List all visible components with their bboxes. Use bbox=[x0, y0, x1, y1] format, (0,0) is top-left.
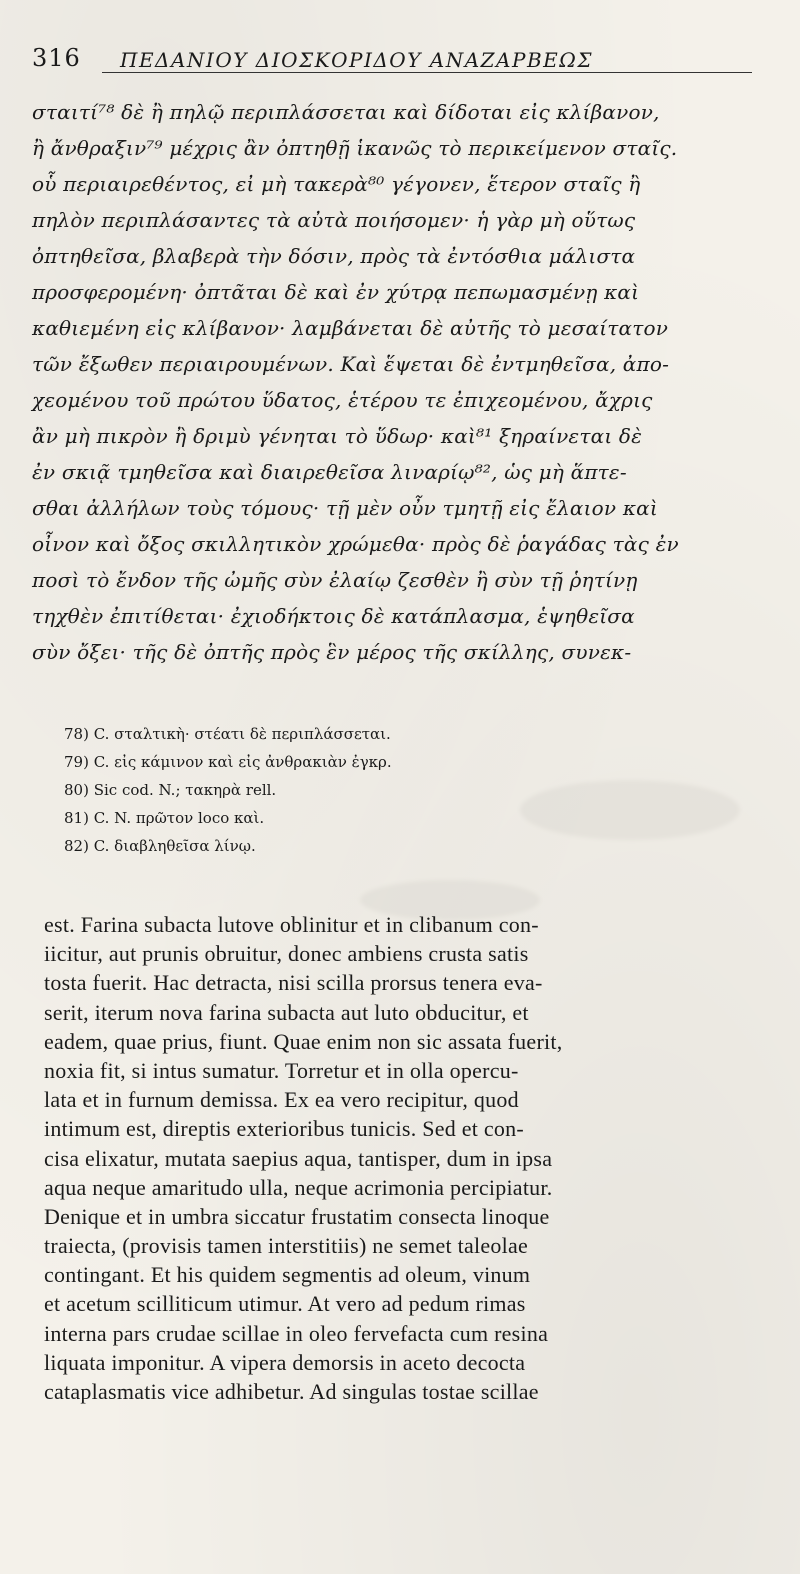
latin-line: contingant. Et his quidem segmentis ad oleum, vinum bbox=[44, 1262, 531, 1288]
latin-line: cisa elixatur, mutata saepius aqua, tantisper, dum in ipsa bbox=[44, 1145, 553, 1171]
footnote: 81) C. N. πρῶτον loco καὶ. bbox=[64, 809, 265, 827]
greek-line: ποσὶ τὸ ἔνδον τῆς ὠμῆς σὺν ἐλαίῳ ζεσθὲν ἢ σὺν τῇ ῥητίνῃ bbox=[32, 568, 638, 592]
latin-line: lata et in furnum demissa. Ex ea vero recipitur, quod bbox=[44, 1087, 519, 1113]
greek-line: ἂν μὴ πικρὸν ἢ δριμὺ γένηται τὸ ὕδωρ· καὶ⁸¹ ξηραίνεται δὲ bbox=[32, 424, 643, 448]
greek-line: ἢ ἄνθραξιν⁷⁹ μέχρις ἂν ὀπτηθῇ ἱκανῶς τὸ περικείμενον σταῖς. bbox=[32, 136, 678, 160]
latin-line: traiecta, (provisis tamen interstitiis) ne semet taleolae bbox=[44, 1233, 529, 1259]
latin-line: Denique et in umbra siccatur frustatim consecta linoque bbox=[44, 1203, 550, 1229]
greek-line: προσφερομένη· ὀπτᾶται δὲ καὶ ἐν χύτρᾳ πεπωμασμένῃ καὶ bbox=[32, 280, 640, 304]
latin-line: serit, iterum nova farina subacta aut luto obducitur, et bbox=[44, 999, 529, 1025]
greek-line: οὗ περιαιρεθέντος, εἰ μὴ τακερὰ⁸⁰ γέγονεν, ἕτερον σταῖς ἢ bbox=[32, 172, 641, 196]
greek-line: ὀπτηθεῖσα, βλαβερὰ τὴν δόσιν, πρὸς τὰ ἐντόσθια μάλιστα bbox=[32, 244, 636, 268]
greek-line: τηχθὲν ἐπιτίθεται· ἐχιοδήκτοις δὲ κατάπλασμα, ἑψηθεῖσα bbox=[32, 604, 635, 628]
greek-line: ἐν σκιᾷ τμηθεῖσα καὶ διαιρεθεῖσα λιναρίῳ⁸², ὡς μὴ ἅπτε- bbox=[32, 460, 627, 484]
latin-line: aqua neque amaritudo ulla, neque acrimonia percipiatur. bbox=[44, 1174, 553, 1200]
running-title: ΠΕΔΑΝΙΟΥ ΔΙΟΣΚΟΡΙΔΟΥ ΑΝΑΖΑΡΒΕΩΣ bbox=[120, 48, 593, 72]
footnote: 79) C. εἰς κάμινον καὶ εἰς ἀνθρακιὰν ἐγκρ. bbox=[64, 753, 392, 771]
latin-line: interna pars crudae scillae in oleo fervefacta cum resina bbox=[44, 1320, 549, 1346]
latin-line: noxia fit, si intus sumatur. Torretur et in olla opercu- bbox=[44, 1057, 519, 1083]
footnote: 80) Sic cod. N.; τακηρὰ rell. bbox=[64, 781, 277, 799]
latin-line: et acetum scilliticum utimur. At vero ad pedum rimas bbox=[44, 1291, 526, 1317]
latin-line: liquata imponitur. A vipera demorsis in aceto decocta bbox=[44, 1349, 526, 1375]
latin-line: cataplasmatis vice adhibetur. Ad singulas tostae scillae bbox=[44, 1379, 539, 1404]
latin-line: iicitur, aut prunis obruitur, donec ambiens crusta satis bbox=[44, 941, 529, 967]
footnote: 78) C. σταλτικὴ· στέατι δὲ περιπλάσσεται. bbox=[64, 725, 391, 743]
greek-line: οἶνον καὶ ὄξος σκιλλητικὸν χρώμεθα· πρὸς δὲ ῥαγάδας τὰς ἐν bbox=[32, 532, 679, 556]
footnotes bbox=[64, 720, 744, 860]
greek-line: σὺν ὄξει· τῆς δὲ ὀπτῆς πρὸς ἓν μέρος τῆς σκίλλης, συνεκ- bbox=[32, 640, 632, 664]
greek-line: πηλὸν περιπλάσαντες τὰ αὐτὰ ποιήσομεν· ἡ γὰρ μὴ οὕτως bbox=[32, 208, 636, 232]
greek-line: σταιτί⁷⁸ δὲ ἢ πηλῷ περιπλάσσεται καὶ δίδοται εἰς κλίβανον, bbox=[32, 100, 660, 124]
greek-line: χεομένου τοῦ πρώτου ὕδατος, ἑτέρου τε ἐπιχεομένου, ἄχρις bbox=[32, 388, 653, 412]
latin-line: intimum est, direptis exterioribus tunicis. Sed et con- bbox=[44, 1116, 524, 1142]
header-rule bbox=[102, 72, 752, 74]
latin-text-block bbox=[44, 910, 784, 1406]
page-number: 316 bbox=[32, 44, 81, 72]
greek-line: καθιεμένη εἰς κλίβανον· λαμβάνεται δὲ αὐτῆς τὸ μεσαίτατον bbox=[32, 316, 669, 340]
footnote: 82) C. διαβληθεῖσα λίνῳ. bbox=[64, 837, 256, 855]
latin-line: tosta fuerit. Hac detracta, nisi scilla prorsus tenera eva- bbox=[44, 970, 543, 996]
greek-line: σθαι ἀλλήλων τοὺς τόμους· τῇ μὲν οὖν τμητῇ εἰς ἔλαιον καὶ bbox=[32, 496, 658, 520]
latin-line: eadem, quae prius, fiunt. Quae enim non sic assata fuerit, bbox=[44, 1028, 563, 1054]
greek-text-block bbox=[32, 94, 784, 670]
greek-line: τῶν ἔξωθεν περιαιρουμένων. Καὶ ἕψεται δὲ ἐντμηθεῖσα, ἀπο- bbox=[32, 352, 670, 376]
latin-line: est. Farina subacta lutove oblinitur et in clibanum con- bbox=[44, 912, 539, 937]
running-header bbox=[32, 40, 772, 90]
